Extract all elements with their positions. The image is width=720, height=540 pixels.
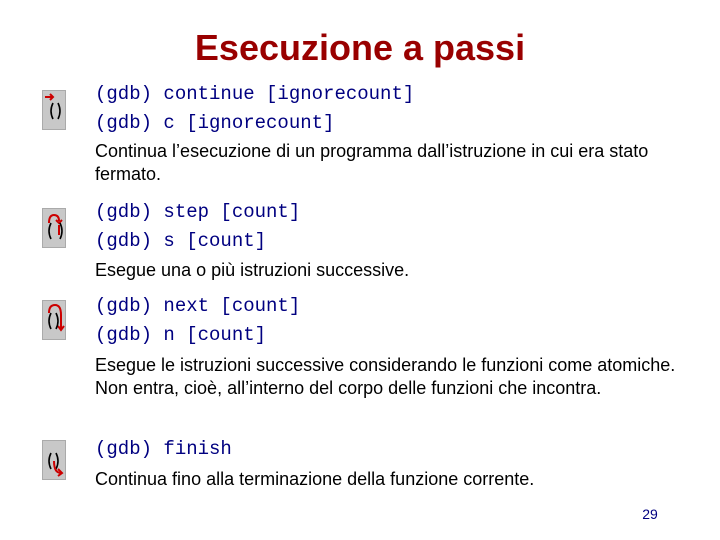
continue-icon <box>42 90 66 130</box>
desc-step: Esegue una o più istruzioni successive. <box>95 260 410 280</box>
code-continue-long: (gdb) continue [ignorecount] <box>95 83 415 105</box>
step-over-icon <box>42 300 66 340</box>
step-out-icon <box>42 440 66 480</box>
code-step-short: (gdb) s [count] <box>95 230 267 252</box>
code-next-long: (gdb) next [count] <box>95 295 301 317</box>
slide-title: Esecuzione a passi <box>194 27 526 68</box>
desc-finish: Continua fino alla terminazione della funzione corrente. <box>95 469 535 489</box>
page-number: 29 <box>642 506 658 522</box>
code-finish: (gdb) finish <box>95 438 232 460</box>
desc-next: Esegue le istruzioni successive considerando le funzioni come atomiche. Non entra, cioè, all’interno del corpo delle funzioni che incontra. <box>95 355 676 398</box>
code-next-short: (gdb) n [count] <box>95 324 267 346</box>
code-step-long: (gdb) step [count] <box>95 201 301 223</box>
code-continue-short: (gdb) c [ignorecount] <box>95 112 335 134</box>
step-into-icon <box>42 208 66 248</box>
desc-continue: Continua l’esecuzione di un programma dall’istruzione in cui era stato fermato. <box>95 141 649 184</box>
